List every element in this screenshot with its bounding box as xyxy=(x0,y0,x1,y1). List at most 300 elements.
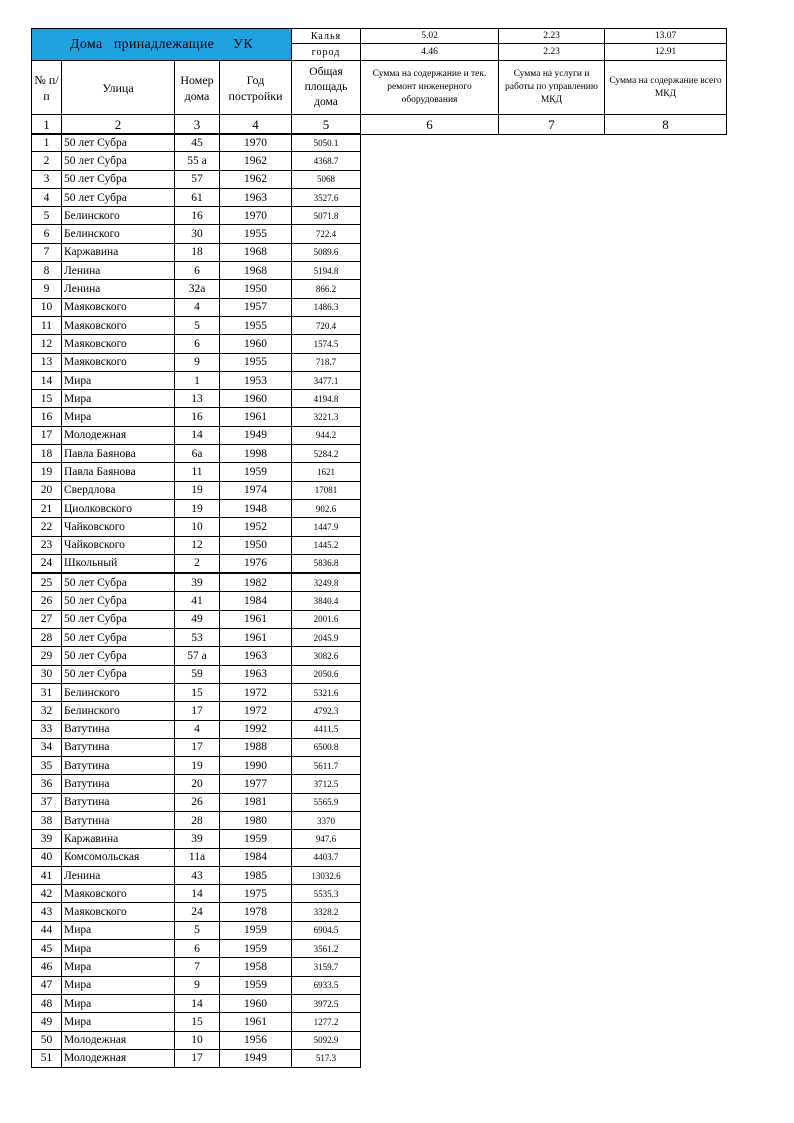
row-number: 12 xyxy=(32,335,62,353)
area-cell: 3712.5 xyxy=(292,775,361,793)
house-number-cell: 24 xyxy=(175,903,220,921)
year-cell: 1972 xyxy=(220,702,292,720)
row-number: 51 xyxy=(32,1049,62,1067)
table-row xyxy=(32,665,361,683)
table-row xyxy=(32,958,361,976)
row-number: 7 xyxy=(32,243,62,261)
street-cell: Ленина xyxy=(62,262,175,280)
street-cell: Павла Баянова xyxy=(62,463,175,481)
table-row xyxy=(32,738,361,756)
table-row xyxy=(32,353,361,371)
street-cell: 50 лет Субра xyxy=(62,629,175,647)
year-cell: 1955 xyxy=(220,316,292,334)
house-number-cell: 7 xyxy=(175,958,220,976)
street-cell: Белинского xyxy=(62,207,175,225)
area-cell: 6500.8 xyxy=(292,738,361,756)
street-cell: Каржавина xyxy=(62,830,175,848)
row-number: 42 xyxy=(32,885,62,903)
house-number-cell: 43 xyxy=(175,866,220,884)
house-number-cell: 45 xyxy=(175,134,220,152)
street-cell: Мира xyxy=(62,371,175,389)
row-number: 36 xyxy=(32,775,62,793)
street-cell: Мира xyxy=(62,958,175,976)
street-cell: Чайковского xyxy=(62,536,175,554)
row-number: 49 xyxy=(32,1013,62,1031)
column-header-street: Улица xyxy=(62,61,175,115)
area-cell: 1445.2 xyxy=(292,536,361,554)
column-number: 8 xyxy=(605,115,727,135)
table-row xyxy=(32,262,361,280)
table-row xyxy=(32,371,361,389)
year-cell: 1970 xyxy=(220,207,292,225)
rate-gorod-col6: 4.46 xyxy=(361,44,499,61)
column-header-num: № п/п xyxy=(32,61,62,115)
area-cell: 866.2 xyxy=(292,280,361,298)
rate-label-kalya: Калья xyxy=(292,29,361,44)
area-cell: 902.6 xyxy=(292,499,361,517)
house-number-cell: 6 xyxy=(175,335,220,353)
area-cell: 3249.8 xyxy=(292,573,361,592)
column-number: 2 xyxy=(62,115,175,135)
year-cell: 1959 xyxy=(220,940,292,958)
year-cell: 1955 xyxy=(220,225,292,243)
house-number-cell: 59 xyxy=(175,665,220,683)
row-number: 34 xyxy=(32,738,62,756)
table-row xyxy=(32,499,361,517)
table-row xyxy=(32,793,361,811)
year-cell: 1961 xyxy=(220,629,292,647)
table-row xyxy=(32,463,361,481)
street-cell: Маяковского xyxy=(62,353,175,371)
row-number: 5 xyxy=(32,207,62,225)
area-cell: 5321.6 xyxy=(292,683,361,701)
column-number: 4 xyxy=(220,115,292,135)
street-cell: Ватутина xyxy=(62,720,175,738)
house-number-cell: 17 xyxy=(175,1049,220,1067)
street-cell: 50 лет Субра xyxy=(62,592,175,610)
house-number-cell: 14 xyxy=(175,426,220,444)
year-cell: 1977 xyxy=(220,775,292,793)
table-row xyxy=(32,683,361,701)
year-cell: 1980 xyxy=(220,811,292,829)
house-number-cell: 39 xyxy=(175,830,220,848)
row-number: 40 xyxy=(32,848,62,866)
table-row xyxy=(32,298,361,316)
row-number: 14 xyxy=(32,371,62,389)
house-number-cell: 4 xyxy=(175,298,220,316)
street-cell: Мира xyxy=(62,921,175,939)
house-number-cell: 6а xyxy=(175,445,220,463)
row-number: 41 xyxy=(32,866,62,884)
row-number: 19 xyxy=(32,463,62,481)
area-cell: 3527.6 xyxy=(292,188,361,206)
column-header-maintenance: Сумма на содержание и тек. ремонт инженерного оборудования xyxy=(361,61,499,115)
house-number-cell: 17 xyxy=(175,702,220,720)
street-cell: Ленина xyxy=(62,280,175,298)
area-cell: 5194.8 xyxy=(292,262,361,280)
street-cell: Мира xyxy=(62,994,175,1012)
street-cell: 50 лет Субра xyxy=(62,170,175,188)
street-cell: Комсомольская xyxy=(62,848,175,866)
year-cell: 1982 xyxy=(220,573,292,592)
row-number: 21 xyxy=(32,499,62,517)
area-cell: 5092.9 xyxy=(292,1031,361,1049)
table-row xyxy=(32,554,361,573)
houses-table-body xyxy=(32,134,361,1068)
table-row xyxy=(32,629,361,647)
row-number: 24 xyxy=(32,554,62,573)
house-number-cell: 15 xyxy=(175,683,220,701)
table-row xyxy=(32,335,361,353)
table-row xyxy=(32,188,361,206)
row-number: 4 xyxy=(32,188,62,206)
row-number: 27 xyxy=(32,610,62,628)
row-number: 46 xyxy=(32,958,62,976)
column-number: 3 xyxy=(175,115,220,135)
street-cell: Белинского xyxy=(62,225,175,243)
table-row xyxy=(32,885,361,903)
house-number-cell: 39 xyxy=(175,573,220,592)
row-number: 33 xyxy=(32,720,62,738)
house-number-cell: 17 xyxy=(175,738,220,756)
house-number-cell: 11 xyxy=(175,463,220,481)
house-number-cell: 11а xyxy=(175,848,220,866)
area-cell: 3159.7 xyxy=(292,958,361,976)
year-cell: 1984 xyxy=(220,848,292,866)
table-row xyxy=(32,647,361,665)
column-number: 1 xyxy=(32,115,62,135)
street-cell: 50 лет Субра xyxy=(62,188,175,206)
year-cell: 1956 xyxy=(220,1031,292,1049)
row-number: 50 xyxy=(32,1031,62,1049)
area-cell: 3328.2 xyxy=(292,903,361,921)
column-number: 5 xyxy=(292,115,361,135)
year-cell: 1960 xyxy=(220,994,292,1012)
rate-gorod-col8: 12.91 xyxy=(605,44,727,61)
year-cell: 1992 xyxy=(220,720,292,738)
year-cell: 1984 xyxy=(220,592,292,610)
row-number: 11 xyxy=(32,316,62,334)
table-row xyxy=(32,994,361,1012)
house-number-cell: 53 xyxy=(175,629,220,647)
area-cell: 4194.8 xyxy=(292,390,361,408)
street-cell: 50 лет Субра xyxy=(62,647,175,665)
table-title: Дома принадлежащие УК xyxy=(32,29,292,61)
street-cell: 50 лет Субра xyxy=(62,610,175,628)
area-cell: 1486.3 xyxy=(292,298,361,316)
street-cell: Ватутина xyxy=(62,757,175,775)
row-number: 20 xyxy=(32,481,62,499)
table-row xyxy=(32,1049,361,1067)
column-header-total: Сумма на содержание всего МКД xyxy=(605,61,727,115)
street-cell: Маяковского xyxy=(62,903,175,921)
street-cell: Белинского xyxy=(62,683,175,701)
table-row xyxy=(32,757,361,775)
area-cell: 1621 xyxy=(292,463,361,481)
area-cell: 2050.6 xyxy=(292,665,361,683)
row-number: 10 xyxy=(32,298,62,316)
house-number-cell: 1 xyxy=(175,371,220,389)
street-cell: Молодежная xyxy=(62,1031,175,1049)
table-row xyxy=(32,1031,361,1049)
street-cell: Мира xyxy=(62,408,175,426)
street-cell: Мира xyxy=(62,976,175,994)
area-cell: 718.7 xyxy=(292,353,361,371)
row-number: 8 xyxy=(32,262,62,280)
table-row xyxy=(32,316,361,334)
area-cell: 5068 xyxy=(292,170,361,188)
row-number: 6 xyxy=(32,225,62,243)
house-number-cell: 4 xyxy=(175,720,220,738)
row-number: 3 xyxy=(32,170,62,188)
area-cell: 1574.5 xyxy=(292,335,361,353)
house-number-cell: 16 xyxy=(175,408,220,426)
area-cell: 1277.2 xyxy=(292,1013,361,1031)
table-row xyxy=(32,811,361,829)
year-cell: 1961 xyxy=(220,408,292,426)
row-number: 48 xyxy=(32,994,62,1012)
row-number: 2 xyxy=(32,152,62,170)
street-cell: Ватутина xyxy=(62,738,175,756)
year-cell: 1957 xyxy=(220,298,292,316)
year-cell: 1953 xyxy=(220,371,292,389)
street-cell: Павла Баянова xyxy=(62,445,175,463)
street-cell: Мира xyxy=(62,940,175,958)
column-header-house: Номер дома xyxy=(175,61,220,115)
year-cell: 1978 xyxy=(220,903,292,921)
area-cell: 1447.9 xyxy=(292,518,361,536)
area-cell: 3370 xyxy=(292,811,361,829)
table-row xyxy=(32,152,361,170)
area-cell: 3082.6 xyxy=(292,647,361,665)
house-number-cell: 14 xyxy=(175,994,220,1012)
area-cell: 6933.5 xyxy=(292,976,361,994)
house-number-cell: 61 xyxy=(175,188,220,206)
street-cell: 50 лет Субра xyxy=(62,134,175,152)
column-header-management: Сумма на услуги и работы по управлению МКД xyxy=(499,61,605,115)
table-row xyxy=(32,848,361,866)
street-cell: Ленина xyxy=(62,866,175,884)
table-row xyxy=(32,426,361,444)
row-number: 38 xyxy=(32,811,62,829)
table-row xyxy=(32,702,361,720)
row-number: 35 xyxy=(32,757,62,775)
area-cell: 5050.1 xyxy=(292,134,361,152)
year-cell: 1958 xyxy=(220,958,292,976)
rate-kalya-col7: 2.23 xyxy=(499,29,605,44)
table-row xyxy=(32,207,361,225)
street-cell: Свердлова xyxy=(62,481,175,499)
area-cell: 947.6 xyxy=(292,830,361,848)
house-number-cell: 16 xyxy=(175,207,220,225)
year-cell: 1998 xyxy=(220,445,292,463)
table-row xyxy=(32,592,361,610)
area-cell: 5565.9 xyxy=(292,793,361,811)
row-number: 44 xyxy=(32,921,62,939)
table-row xyxy=(32,903,361,921)
table-row xyxy=(32,243,361,261)
house-number-cell: 30 xyxy=(175,225,220,243)
house-number-cell: 15 xyxy=(175,1013,220,1031)
year-cell: 1950 xyxy=(220,280,292,298)
row-number: 16 xyxy=(32,408,62,426)
year-cell: 1963 xyxy=(220,188,292,206)
row-number: 26 xyxy=(32,592,62,610)
row-number: 31 xyxy=(32,683,62,701)
column-header-area: Общая площадь дома xyxy=(292,61,361,115)
table-row xyxy=(32,536,361,554)
house-number-cell: 14 xyxy=(175,885,220,903)
row-number: 39 xyxy=(32,830,62,848)
street-cell: Белинского xyxy=(62,702,175,720)
area-cell: 3221.3 xyxy=(292,408,361,426)
area-cell: 4368.7 xyxy=(292,152,361,170)
year-cell: 1962 xyxy=(220,152,292,170)
area-cell: 2045.9 xyxy=(292,629,361,647)
house-number-cell: 20 xyxy=(175,775,220,793)
street-cell: Маяковского xyxy=(62,298,175,316)
house-number-cell: 10 xyxy=(175,1031,220,1049)
rate-gorod-col7: 2.23 xyxy=(499,44,605,61)
house-number-cell: 13 xyxy=(175,390,220,408)
year-cell: 1968 xyxy=(220,262,292,280)
table-row xyxy=(32,280,361,298)
house-number-cell: 5 xyxy=(175,316,220,334)
street-cell: Молодежная xyxy=(62,1049,175,1067)
row-number: 43 xyxy=(32,903,62,921)
area-cell: 5089.6 xyxy=(292,243,361,261)
year-cell: 1962 xyxy=(220,170,292,188)
year-cell: 1988 xyxy=(220,738,292,756)
table-row xyxy=(32,976,361,994)
year-cell: 1949 xyxy=(220,426,292,444)
row-number: 22 xyxy=(32,518,62,536)
house-number-cell: 57 а xyxy=(175,647,220,665)
house-number-cell: 57 xyxy=(175,170,220,188)
area-cell: 5611.7 xyxy=(292,757,361,775)
column-number: 6 xyxy=(361,115,499,135)
house-number-cell: 19 xyxy=(175,499,220,517)
year-cell: 1976 xyxy=(220,554,292,573)
row-number: 29 xyxy=(32,647,62,665)
year-cell: 1952 xyxy=(220,518,292,536)
table-row xyxy=(32,518,361,536)
street-cell: Мира xyxy=(62,1013,175,1031)
area-cell: 3972.5 xyxy=(292,994,361,1012)
year-cell: 1985 xyxy=(220,866,292,884)
area-cell: 17081 xyxy=(292,481,361,499)
house-number-cell: 9 xyxy=(175,353,220,371)
table-row xyxy=(32,720,361,738)
street-cell: Циолковского xyxy=(62,499,175,517)
house-number-cell: 9 xyxy=(175,976,220,994)
year-cell: 1963 xyxy=(220,647,292,665)
house-number-cell: 19 xyxy=(175,757,220,775)
street-cell: Маяковского xyxy=(62,885,175,903)
year-cell: 1961 xyxy=(220,1013,292,1031)
table-row xyxy=(32,830,361,848)
street-cell: Чайковского xyxy=(62,518,175,536)
area-cell: 3561.2 xyxy=(292,940,361,958)
house-number-cell: 49 xyxy=(175,610,220,628)
house-number-cell: 55 а xyxy=(175,152,220,170)
table-row xyxy=(32,775,361,793)
year-cell: 1948 xyxy=(220,499,292,517)
column-number: 7 xyxy=(499,115,605,135)
table-row xyxy=(32,866,361,884)
street-cell: 50 лет Субра xyxy=(62,665,175,683)
year-cell: 1949 xyxy=(220,1049,292,1067)
area-cell: 3477.1 xyxy=(292,371,361,389)
year-cell: 1959 xyxy=(220,463,292,481)
house-number-cell: 5 xyxy=(175,921,220,939)
area-cell: 5535.3 xyxy=(292,885,361,903)
row-number: 18 xyxy=(32,445,62,463)
house-number-cell: 6 xyxy=(175,940,220,958)
area-cell: 5071.8 xyxy=(292,207,361,225)
house-number-cell: 18 xyxy=(175,243,220,261)
table-row xyxy=(32,134,361,152)
year-cell: 1981 xyxy=(220,793,292,811)
house-number-cell: 41 xyxy=(175,592,220,610)
house-number-cell: 10 xyxy=(175,518,220,536)
area-cell: 720.4 xyxy=(292,316,361,334)
street-cell: Ватутина xyxy=(62,775,175,793)
year-cell: 1972 xyxy=(220,683,292,701)
row-number: 9 xyxy=(32,280,62,298)
table-row xyxy=(32,1013,361,1031)
table-row xyxy=(32,940,361,958)
row-number: 25 xyxy=(32,573,62,592)
row-number: 23 xyxy=(32,536,62,554)
table-row xyxy=(32,445,361,463)
row-number: 47 xyxy=(32,976,62,994)
year-cell: 1959 xyxy=(220,976,292,994)
row-number: 28 xyxy=(32,629,62,647)
table-row xyxy=(32,481,361,499)
street-cell: 50 лет Субра xyxy=(62,152,175,170)
year-cell: 1968 xyxy=(220,243,292,261)
year-cell: 1960 xyxy=(220,390,292,408)
year-cell: 1974 xyxy=(220,481,292,499)
column-header-year: Год постройки xyxy=(220,61,292,115)
area-cell: 4411.5 xyxy=(292,720,361,738)
year-cell: 1955 xyxy=(220,353,292,371)
area-cell: 4403.7 xyxy=(292,848,361,866)
row-number: 32 xyxy=(32,702,62,720)
row-number: 17 xyxy=(32,426,62,444)
year-cell: 1959 xyxy=(220,921,292,939)
table-row xyxy=(32,170,361,188)
table-row xyxy=(32,921,361,939)
year-cell: 1959 xyxy=(220,830,292,848)
street-cell: Молодежная xyxy=(62,426,175,444)
header-table xyxy=(31,28,727,135)
row-number: 1 xyxy=(32,134,62,152)
street-cell: Школьный xyxy=(62,554,175,573)
year-cell: 1961 xyxy=(220,610,292,628)
house-number-cell: 12 xyxy=(175,536,220,554)
year-cell: 1950 xyxy=(220,536,292,554)
house-number-cell: 19 xyxy=(175,481,220,499)
street-cell: 50 лет Субра xyxy=(62,573,175,592)
area-cell: 5284.2 xyxy=(292,445,361,463)
area-cell: 517.3 xyxy=(292,1049,361,1067)
row-number: 15 xyxy=(32,390,62,408)
area-cell: 5836.8 xyxy=(292,554,361,573)
area-cell: 2001.6 xyxy=(292,610,361,628)
table-row xyxy=(32,610,361,628)
